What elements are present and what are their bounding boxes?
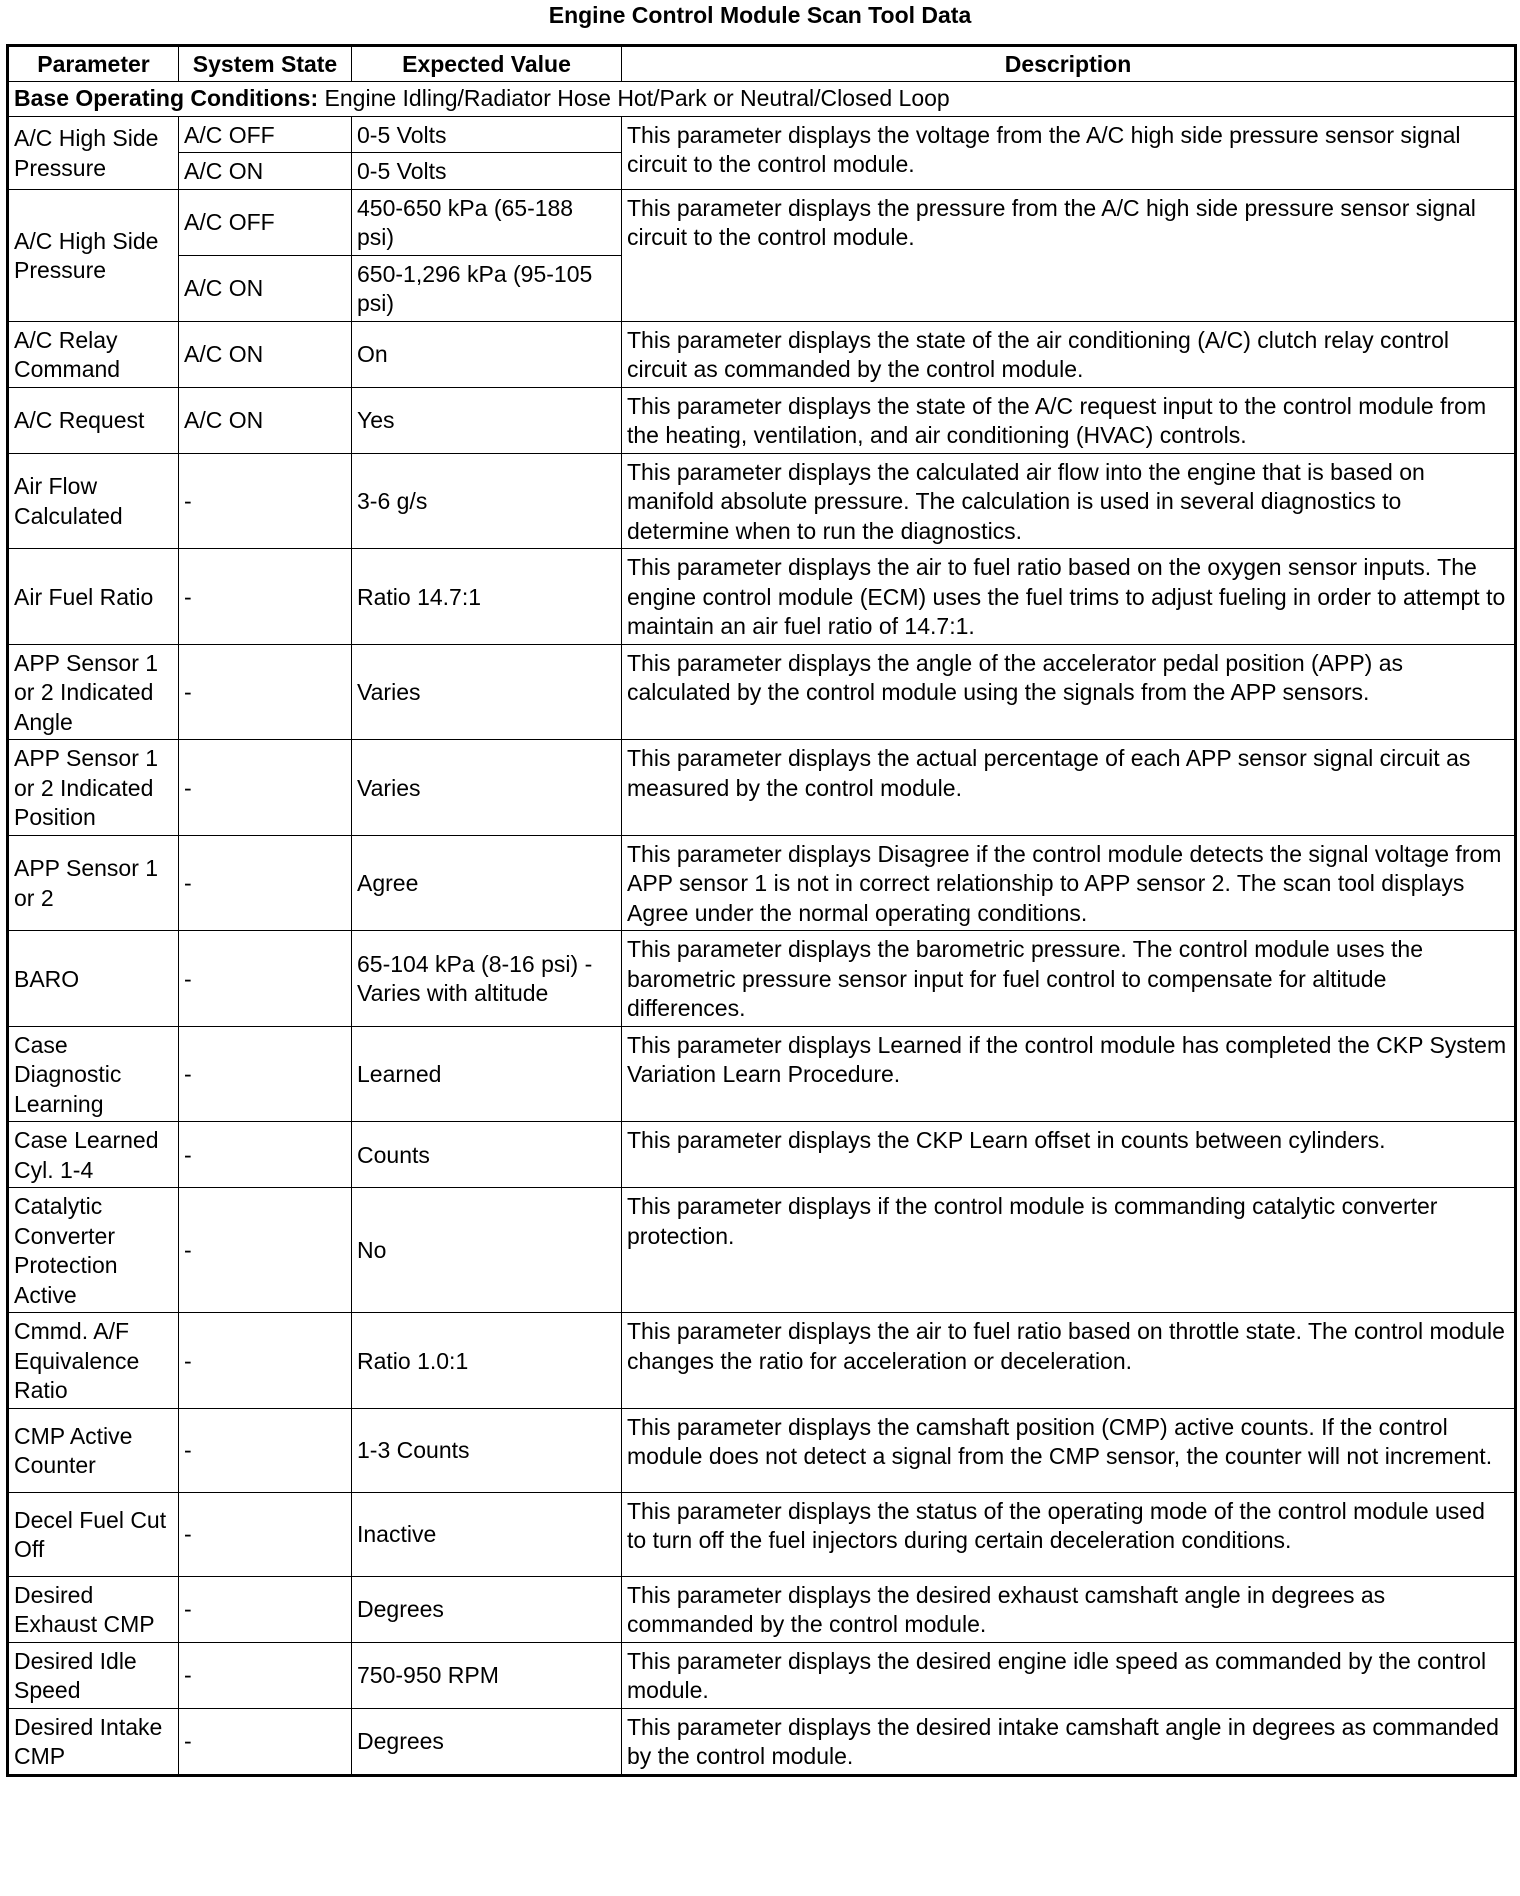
expected-value-cell: 3-6 g/s: [352, 453, 622, 549]
system-state-cell: -: [179, 835, 352, 931]
system-state-cell: -: [179, 1492, 352, 1576]
header-row: [8, 46, 1516, 82]
system-state-cell: -: [179, 1122, 352, 1188]
system-state-cell: -: [179, 1026, 352, 1122]
parameter-cell: Desired Idle Speed: [8, 1642, 179, 1708]
system-state-cell: -: [179, 1576, 352, 1642]
description-cell: This parameter displays the desired intake camshaft angle in degrees as commanded by the control module.: [622, 1708, 1516, 1775]
document-title: Engine Control Module Scan Tool Data: [548, 2, 972, 28]
parameter-cell: Case Learned Cyl. 1-4: [8, 1122, 179, 1188]
parameter-cell: A/C High Side Pressure: [8, 189, 179, 321]
description-cell: This parameter displays the pressure from the A/C high side pressure sensor signal circuit to the control module.: [622, 189, 1516, 321]
table-row: [8, 1313, 1516, 1409]
description-cell: This parameter displays the air to fuel ratio based on throttle state. The control module changes the ratio for acceleration or deceleration.: [622, 1313, 1516, 1409]
system-state-cell: -: [179, 1188, 352, 1313]
description-cell: This parameter displays the actual percentage of each APP sensor signal circuit as measured by the control module.: [622, 740, 1516, 836]
expected-value-cell: Inactive: [352, 1492, 622, 1576]
description-cell: This parameter displays the calculated air flow into the engine that is based on manifold absolute pressure. The calculation is used in several diagnostics to determine when to run the diagnostics.: [622, 453, 1516, 549]
system-state-cell: A/C ON: [179, 321, 352, 387]
table-row: [8, 116, 1516, 153]
system-state-cell: A/C ON: [179, 387, 352, 453]
table-row: [8, 740, 1516, 836]
description-cell: This parameter displays the state of the A/C request input to the control module from the heating, ventilation, and air conditioning (HVAC) controls.: [622, 387, 1516, 453]
expected-value-cell: 450-650 kPa (65-188 psi): [352, 189, 622, 255]
parameter-cell: APP Sensor 1 or 2: [8, 835, 179, 931]
description-cell: This parameter displays the status of the operating mode of the control module used to turn off the fuel injectors during certain deceleration conditions.: [622, 1492, 1516, 1576]
system-state-cell: A/C OFF: [179, 116, 352, 153]
table-row: [8, 549, 1516, 645]
parameter-cell: Desired Exhaust CMP: [8, 1576, 179, 1642]
system-state-cell: -: [179, 1408, 352, 1492]
expected-value-cell: Counts: [352, 1122, 622, 1188]
description-cell: This parameter displays the desired engine idle speed as commanded by the control module.: [622, 1642, 1516, 1708]
parameter-cell: Air Flow Calculated: [8, 453, 179, 549]
expected-value-cell: 0-5 Volts: [352, 153, 622, 190]
table-row: [8, 1708, 1516, 1775]
expected-value-cell: 750-950 RPM: [352, 1642, 622, 1708]
header-description: Description: [622, 46, 1516, 82]
expected-value-cell: 650-1,296 kPa (95-105 psi): [352, 255, 622, 321]
conditions-cell: [8, 82, 1516, 117]
expected-value-cell: On: [352, 321, 622, 387]
table-row: [8, 321, 1516, 387]
expected-value-cell: Yes: [352, 387, 622, 453]
expected-value-cell: Degrees: [352, 1576, 622, 1642]
table-row: [8, 1492, 1516, 1576]
parameter-cell: CMP Active Counter: [8, 1408, 179, 1492]
expected-value-cell: Agree: [352, 835, 622, 931]
parameter-cell: Cmmd. A/F Equivalence Ratio: [8, 1313, 179, 1409]
table-row: [8, 1122, 1516, 1188]
parameter-cell: APP Sensor 1 or 2 Indicated Position: [8, 740, 179, 836]
system-state-cell: A/C ON: [179, 153, 352, 190]
parameter-cell: Air Fuel Ratio: [8, 549, 179, 645]
expected-value-cell: Degrees: [352, 1708, 622, 1775]
expected-value-cell: Varies: [352, 740, 622, 836]
system-state-cell: A/C OFF: [179, 189, 352, 255]
description-cell: This parameter displays the barometric pressure. The control module uses the barometric pressure sensor input for fuel control to compensate for altitude differences.: [622, 931, 1516, 1027]
header-expected-value: Expected Value: [352, 46, 622, 82]
description-cell: This parameter displays if the control module is commanding catalytic converter protection.: [622, 1188, 1516, 1313]
table-row: [8, 189, 1516, 255]
conditions-text: Engine Idling/Radiator Hose Hot/Park or Neutral/Closed Loop: [318, 85, 950, 111]
expected-value-cell: Ratio 1.0:1: [352, 1313, 622, 1409]
system-state-cell: -: [179, 740, 352, 836]
scan-tool-data-table: [6, 44, 1517, 1777]
parameter-cell: Case Diagnostic Learning: [8, 1026, 179, 1122]
expected-value-cell: 1-3 Counts: [352, 1408, 622, 1492]
table-row: [8, 387, 1516, 453]
description-cell: This parameter displays the camshaft position (CMP) active counts. If the control module does not detect a signal from the CMP sensor, the counter will not increment.: [622, 1408, 1516, 1492]
table-row: [8, 1576, 1516, 1642]
system-state-cell: -: [179, 931, 352, 1027]
expected-value-cell: Ratio 14.7:1: [352, 549, 622, 645]
table-row: [8, 1026, 1516, 1122]
system-state-cell: -: [179, 1313, 352, 1409]
parameter-cell: A/C Relay Command: [8, 321, 179, 387]
header-system-state: System State: [179, 46, 352, 82]
table-row: [8, 644, 1516, 740]
parameter-cell: BARO: [8, 931, 179, 1027]
description-cell: This parameter displays Learned if the control module has completed the CKP System Variation Learn Procedure.: [622, 1026, 1516, 1122]
expected-value-cell: 0-5 Volts: [352, 116, 622, 153]
description-cell: This parameter displays the desired exhaust camshaft angle in degrees as commanded by the control module.: [622, 1576, 1516, 1642]
description-cell: This parameter displays the air to fuel ratio based on the oxygen sensor inputs. The engine control module (ECM) uses the fuel trims to adjust fueling in order to attempt to maintain an air fuel ratio of 14.7:1.: [622, 549, 1516, 645]
table-row: [8, 1188, 1516, 1313]
table-row: [8, 835, 1516, 931]
table-row: [8, 1642, 1516, 1708]
description-cell: This parameter displays the voltage from the A/C high side pressure sensor signal circuit to the control module.: [622, 116, 1516, 189]
conditions-row: [8, 82, 1516, 117]
description-cell: This parameter displays the CKP Learn offset in counts between cylinders.: [622, 1122, 1516, 1188]
table-row: [8, 1408, 1516, 1492]
header-parameter: Parameter: [8, 46, 179, 82]
parameter-cell: Desired Intake CMP: [8, 1708, 179, 1775]
system-state-cell: -: [179, 549, 352, 645]
expected-value-cell: No: [352, 1188, 622, 1313]
system-state-cell: -: [179, 453, 352, 549]
description-cell: This parameter displays Disagree if the control module detects the signal voltage from APP sensor 1 is not in correct relationship to APP sensor 2. The scan tool displays Agree under the normal operating conditions.: [622, 835, 1516, 931]
parameter-cell: A/C High Side Pressure: [8, 116, 179, 189]
system-state-cell: -: [179, 1708, 352, 1775]
description-cell: This parameter displays the angle of the accelerator pedal position (APP) as calculated by the control module using the signals from the APP sensors.: [622, 644, 1516, 740]
conditions-label: Base Operating Conditions:: [14, 85, 319, 111]
description-cell: This parameter displays the state of the air conditioning (A/C) clutch relay control circuit as commanded by the control module.: [622, 321, 1516, 387]
parameter-cell: A/C Request: [8, 387, 179, 453]
parameter-cell: Catalytic Converter Protection Active: [8, 1188, 179, 1313]
table-row: [8, 931, 1516, 1027]
parameter-cell: APP Sensor 1 or 2 Indicated Angle: [8, 644, 179, 740]
expected-value-cell: 65-104 kPa (8-16 psi) - Varies with altitude: [352, 931, 622, 1027]
expected-value-cell: Learned: [352, 1026, 622, 1122]
system-state-cell: -: [179, 1642, 352, 1708]
table-row: [8, 453, 1516, 549]
system-state-cell: -: [179, 644, 352, 740]
table-body: [8, 82, 1516, 1776]
expected-value-cell: Varies: [352, 644, 622, 740]
system-state-cell: A/C ON: [179, 255, 352, 321]
parameter-cell: Decel Fuel Cut Off: [8, 1492, 179, 1576]
